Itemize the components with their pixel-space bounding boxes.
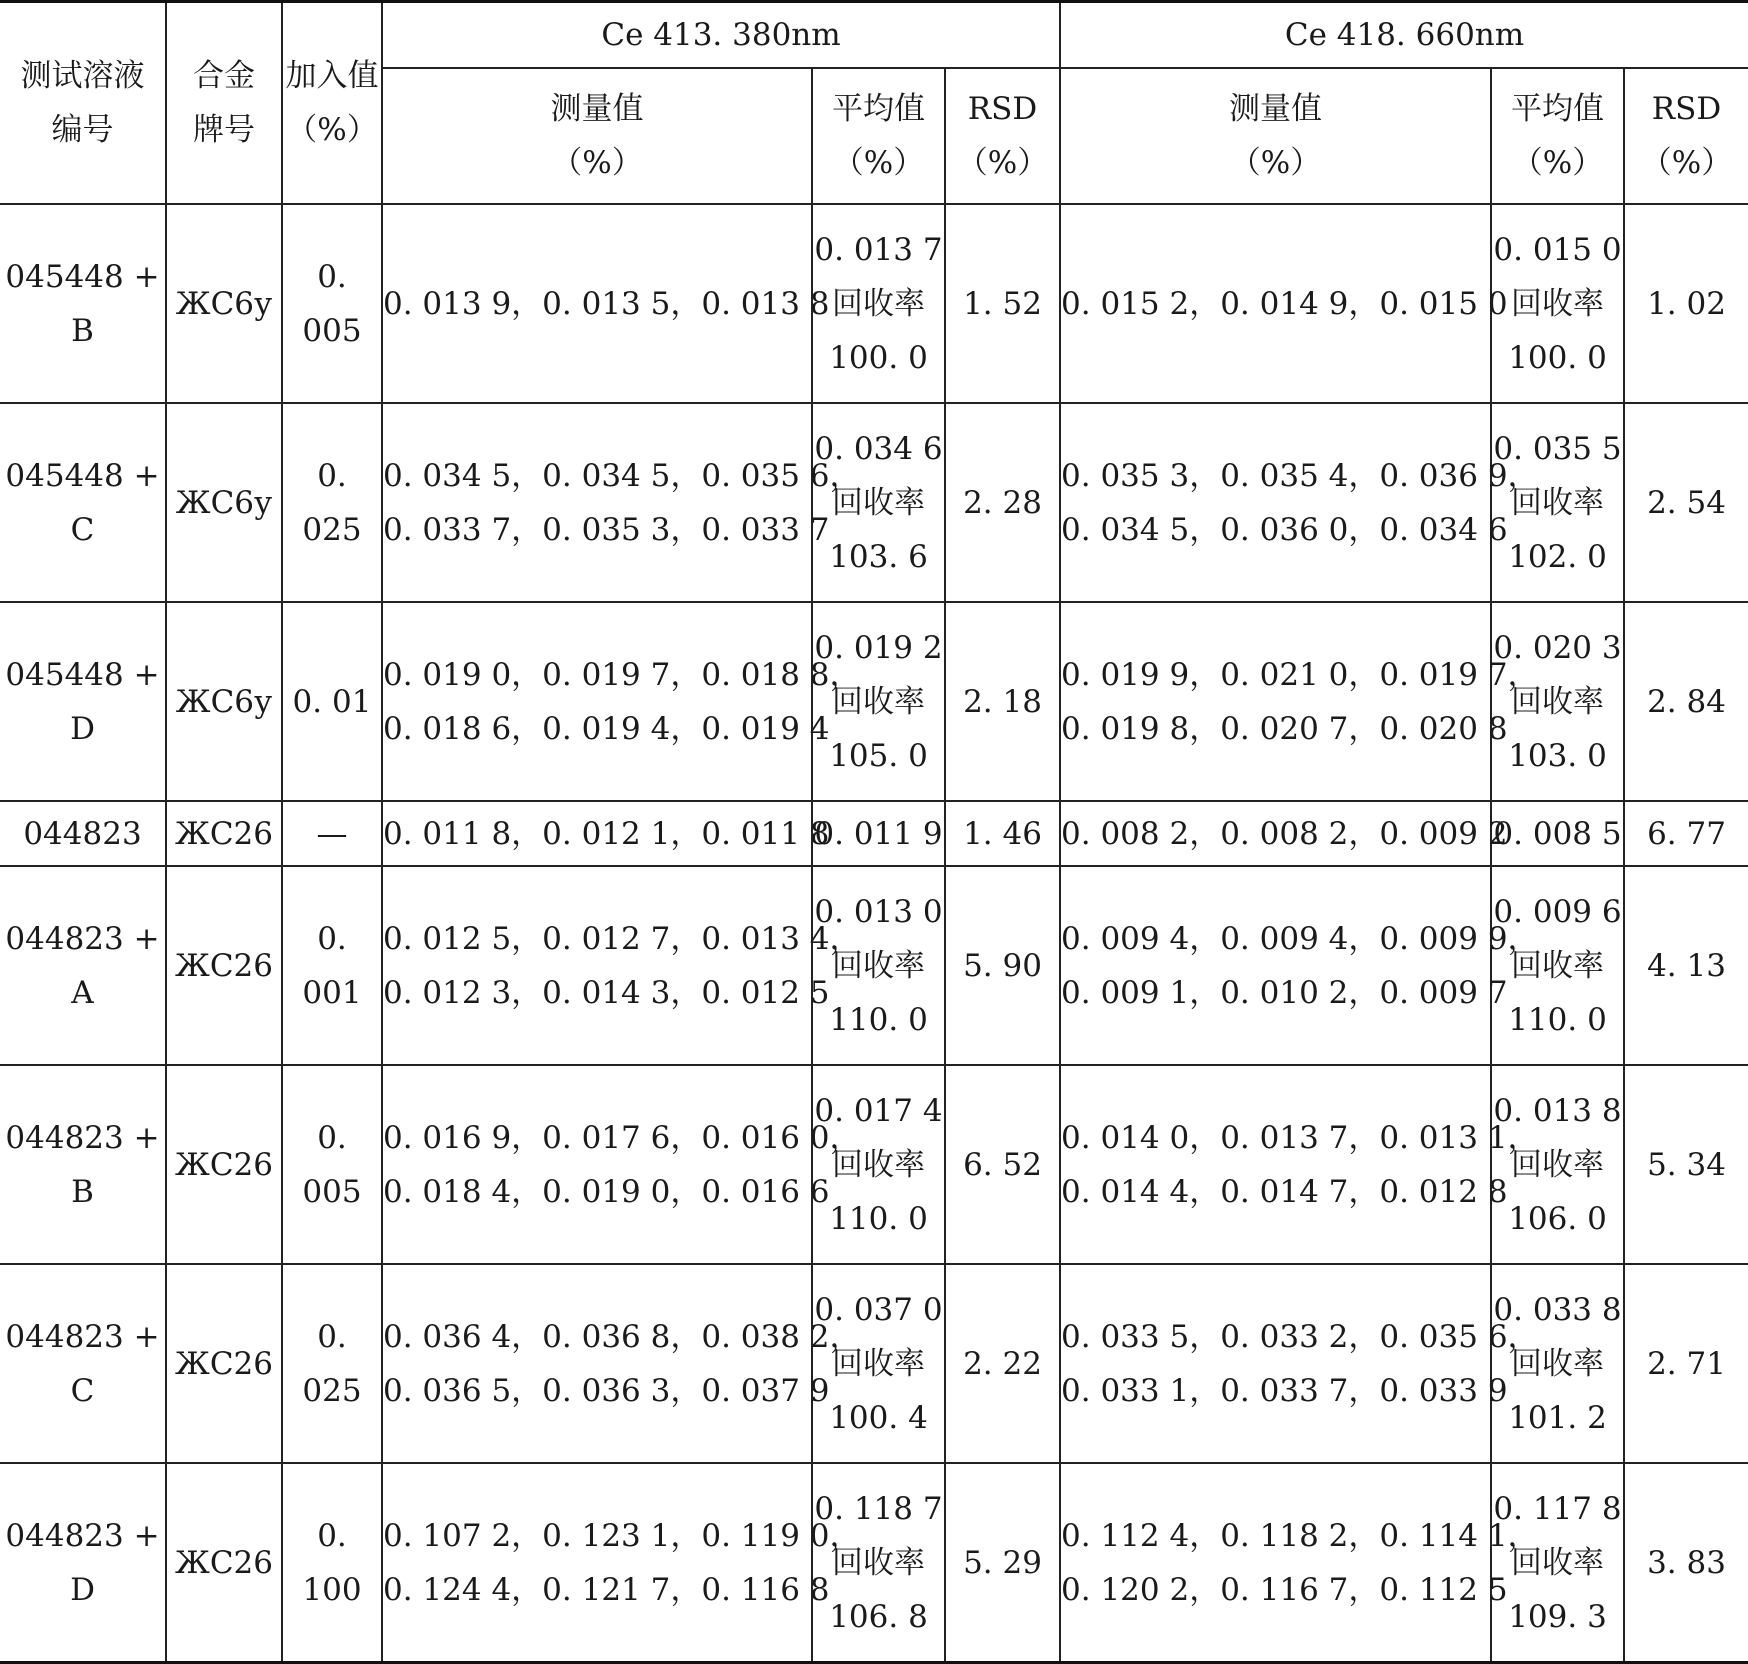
cell-added: 0. 01 — [282, 602, 382, 801]
header-text: 测量值 — [550, 91, 644, 127]
cell-line: 110. 0 — [829, 1200, 928, 1237]
cell-line: 0. 019 8，0. 020 7，0. 020 8 — [1061, 710, 1508, 747]
cell-line: 0. 013 8 — [1493, 1092, 1622, 1129]
header-line-2: Ce 418. 660nm — [1060, 2, 1748, 69]
cell-line: 102. 0 — [1508, 538, 1607, 575]
header-text: 平均值 — [832, 91, 925, 127]
table-row — [0, 801, 1748, 866]
cell-rsd-2: 3. 83 — [1624, 1463, 1748, 1663]
cell-solution-no: 045448 + C — [0, 403, 166, 602]
cell-line: 0. 017 4 — [814, 1092, 943, 1129]
cell-line: 回收率 — [1511, 683, 1605, 720]
cell-line: 回收率 — [1511, 947, 1605, 984]
cell-rsd-2: 2. 71 — [1624, 1264, 1748, 1463]
cell-rsd-1: 5. 29 — [945, 1463, 1060, 1663]
cell-line: 109. 3 — [1508, 1598, 1607, 1635]
cell-line: 0. 014 0，0. 013 7，0. 013 1， — [1061, 1119, 1539, 1156]
cell-line: 回收率 — [1511, 1544, 1605, 1581]
header-measured-2 — [1060, 68, 1491, 204]
cell-line: 0. 034 5，0. 036 0，0. 034 6 — [1061, 511, 1508, 548]
cell-line: 100. 0 — [1508, 339, 1607, 376]
cell-line: 106. 0 — [1508, 1200, 1607, 1237]
cell-measured-2 — [1060, 1264, 1539, 1463]
header-text: （%） — [956, 145, 1049, 181]
cell-line: 0. 008 5 — [1493, 815, 1622, 852]
cell-line: 0. 034 6 — [814, 430, 943, 467]
cell-line: 0. 009 1，0. 010 2，0. 009 7 — [1061, 974, 1508, 1011]
cell-mean-2 — [1491, 403, 1624, 602]
cell-mean-1 — [812, 1264, 945, 1463]
cell-measured-2 — [1060, 403, 1539, 602]
header-measured-1 — [382, 68, 812, 204]
cell-rsd-1: 2. 22 — [945, 1264, 1060, 1463]
cell-measured-2 — [1060, 1065, 1539, 1264]
cell-line: 0. 019 2 — [814, 629, 943, 666]
cell-alloy: ЖС26 — [166, 801, 282, 866]
cell-line: 0. 112 4，0. 118 2，0. 114 1， — [1061, 1517, 1539, 1554]
cell-line: 105. 0 — [829, 737, 928, 774]
cell-added: 0. 005 — [282, 1065, 382, 1264]
header-text: RSD — [1651, 91, 1722, 127]
cell-line: 0. 013 9，0. 013 5，0. 013 8 — [383, 285, 830, 322]
cell-line: 回收率 — [832, 285, 925, 322]
cell-added: 0. 100 — [282, 1463, 382, 1663]
cell-mean-1 — [812, 204, 945, 403]
header-text: （%） — [1229, 145, 1322, 181]
header-text: 合金 — [193, 58, 255, 94]
cell-line: 0. 012 3，0. 014 3，0. 012 5 — [383, 974, 830, 1011]
header-text: （%） — [551, 145, 643, 181]
cell-line: 0. 011 8，0. 012 1，0. 011 8 — [383, 815, 830, 852]
cell-alloy: ЖС26 — [166, 1065, 282, 1264]
cell-line: 0. 009 4，0. 009 4，0. 009 9， — [1061, 920, 1539, 957]
cell-added: 0. 025 — [282, 403, 382, 602]
header-row-1 — [0, 2, 1748, 69]
cell-mean-1 — [812, 801, 945, 866]
cell-mean-1 — [812, 1065, 945, 1264]
cell-line: 0. 117 8 — [1493, 1490, 1622, 1527]
cell-line: 0. 036 4，0. 036 8，0. 038 2， — [383, 1318, 861, 1355]
header-text: （%） — [1511, 145, 1604, 181]
cell-line: 0. 118 7 — [814, 1490, 943, 1527]
cell-line: 0. 019 0，0. 019 7，0. 018 8， — [383, 656, 861, 693]
cell-rsd-1: 5. 90 — [945, 866, 1060, 1065]
cell-line: 回收率 — [1511, 1345, 1605, 1382]
cell-line: 0. 018 4，0. 019 0，0. 016 6 — [383, 1173, 830, 1210]
cell-line: 0. 015 0 — [1493, 231, 1622, 268]
cell-line: 0. 013 7 — [814, 231, 943, 268]
cell-measured-2 — [1060, 1463, 1539, 1663]
cell-solution-no: 045448 + B — [0, 204, 166, 403]
cell-line: 回收率 — [832, 683, 925, 720]
cell-added: 0. 025 — [282, 1264, 382, 1463]
cell-rsd-1: 2. 28 — [945, 403, 1060, 602]
cell-mean-1 — [812, 602, 945, 801]
cell-line: 0. 034 5，0. 034 5，0. 035 6， — [383, 457, 861, 494]
cell-line: 0. 015 2，0. 014 9，0. 015 0 — [1061, 285, 1508, 322]
cell-line: 110. 0 — [1508, 1001, 1607, 1038]
cell-measured-2 — [1060, 866, 1539, 1065]
cell-mean-1 — [812, 866, 945, 1065]
cell-rsd-2: 1. 02 — [1624, 204, 1748, 403]
cell-line: 101. 2 — [1508, 1399, 1607, 1436]
header-text: RSD — [967, 91, 1038, 127]
cell-measured-2 — [1060, 602, 1539, 801]
cell-line: 回收率 — [832, 1544, 925, 1581]
cell-line: 回收率 — [832, 1345, 925, 1382]
cell-line: 110. 0 — [829, 1001, 928, 1038]
cell-line: 回收率 — [832, 1146, 925, 1183]
cell-line: 0. 016 9，0. 017 6，0. 016 0， — [383, 1119, 861, 1156]
cell-rsd-1: 1. 46 — [945, 801, 1060, 866]
header-rsd-2 — [1624, 68, 1748, 204]
cell-line: 0. 020 3 — [1493, 629, 1622, 666]
cell-solution-no: 045448 + D — [0, 602, 166, 801]
cell-solution-no: 044823 + B — [0, 1065, 166, 1264]
cell-line: 回收率 — [1511, 285, 1605, 322]
cell-mean-1 — [812, 1463, 945, 1663]
header-solution-no — [0, 2, 166, 205]
header-text: 测试溶液 — [20, 58, 145, 94]
table-row — [0, 403, 1748, 602]
cell-rsd-1: 1. 52 — [945, 204, 1060, 403]
cell-alloy: ЖС26 — [166, 1463, 282, 1663]
cell-line: 0. 124 4，0. 121 7，0. 116 8 — [383, 1571, 830, 1608]
cell-rsd-2: 6. 77 — [1624, 801, 1748, 866]
cell-mean-2 — [1491, 866, 1624, 1065]
cell-mean-1 — [812, 403, 945, 602]
cell-solution-no: 044823 — [0, 801, 166, 866]
cell-line: 0. 019 9，0. 021 0，0. 019 7， — [1061, 656, 1539, 693]
cell-measured-1 — [382, 866, 861, 1065]
cell-mean-2 — [1491, 602, 1624, 801]
cell-mean-2 — [1491, 1065, 1624, 1264]
cell-alloy: ЖС6у — [166, 204, 282, 403]
cell-line: 0. 013 0 — [814, 893, 943, 930]
header-line-1: Ce 413. 380nm — [382, 2, 1060, 69]
cell-line: 106. 8 — [829, 1598, 928, 1635]
cell-solution-no: 044823 + D — [0, 1463, 166, 1663]
cell-mean-2 — [1491, 1463, 1624, 1663]
table-row — [0, 1264, 1748, 1463]
cell-line: 0. 011 9 — [814, 815, 943, 852]
cell-measured-2 — [1060, 801, 1508, 866]
header-text: （%） — [286, 112, 378, 148]
table-row — [0, 1463, 1748, 1663]
cell-line: 0. 036 5，0. 036 3，0. 037 9 — [383, 1372, 830, 1409]
header-text: 测量值 — [1229, 91, 1323, 127]
cell-line: 0. 035 5 — [1493, 430, 1622, 467]
cell-alloy: ЖС26 — [166, 866, 282, 1065]
cell-measured-1 — [382, 1463, 861, 1663]
cell-line: 0. 033 1，0. 033 7，0. 033 9 — [1061, 1372, 1508, 1409]
cell-solution-no: 044823 + C — [0, 1264, 166, 1463]
cell-alloy: ЖС6у — [166, 602, 282, 801]
header-text: 平均值 — [1511, 91, 1605, 127]
cell-solution-no: 044823 + A — [0, 866, 166, 1065]
cell-line: 回收率 — [832, 484, 925, 521]
header-mean-1 — [812, 68, 945, 204]
header-text: （%） — [832, 145, 925, 181]
header-rsd-1 — [945, 68, 1060, 204]
cell-line: 回收率 — [1511, 1146, 1605, 1183]
header-text: 加入值 — [285, 58, 379, 94]
cell-measured-1 — [382, 204, 830, 403]
table-row — [0, 1065, 1748, 1264]
cell-added: 0. 001 — [282, 866, 382, 1065]
cell-rsd-1: 2. 18 — [945, 602, 1060, 801]
cell-line: 0. 033 8 — [1493, 1291, 1622, 1328]
cell-measured-1 — [382, 602, 861, 801]
cell-mean-2 — [1491, 801, 1624, 866]
cell-measured-1 — [382, 1065, 861, 1264]
cell-measured-1 — [382, 403, 861, 602]
cell-measured-1 — [382, 801, 830, 866]
cell-line: 0. 008 2，0. 008 2，0. 009 2 — [1061, 815, 1508, 852]
cell-line: 回收率 — [832, 947, 925, 984]
cell-line: 100. 0 — [829, 339, 928, 376]
cell-line: 103. 0 — [1508, 737, 1607, 774]
cell-measured-2 — [1060, 204, 1508, 403]
cell-line: 0. 033 5，0. 033 2，0. 035 6， — [1061, 1318, 1539, 1355]
header-text: （%） — [1640, 145, 1733, 181]
cell-added: 0. 005 — [282, 204, 382, 403]
cell-line: 0. 018 6，0. 019 4，0. 019 4 — [383, 710, 830, 747]
cell-line: 0. 033 7，0. 035 3，0. 033 7 — [383, 511, 830, 548]
cell-line: 0. 107 2，0. 123 1，0. 119 0， — [383, 1517, 861, 1554]
cell-added: — — [282, 801, 382, 866]
header-text: 编号 — [51, 112, 114, 148]
cell-rsd-1: 6. 52 — [945, 1065, 1060, 1264]
cell-alloy: ЖС6у — [166, 403, 282, 602]
cell-line: 0. 012 5，0. 012 7，0. 013 4， — [383, 920, 861, 957]
cell-rsd-2: 2. 84 — [1624, 602, 1748, 801]
cell-rsd-2: 4. 13 — [1624, 866, 1748, 1065]
cell-measured-1 — [382, 1264, 861, 1463]
table-row — [0, 602, 1748, 801]
cell-line: 0. 009 6 — [1493, 893, 1622, 930]
cell-mean-2 — [1491, 204, 1624, 403]
cell-alloy: ЖС26 — [166, 1264, 282, 1463]
cell-line: 0. 014 4，0. 014 7，0. 012 8 — [1061, 1173, 1508, 1210]
cell-line: 0. 120 2，0. 116 7，0. 112 5 — [1061, 1571, 1508, 1608]
cell-mean-2 — [1491, 1264, 1624, 1463]
table-row — [0, 204, 1748, 403]
table-row — [0, 866, 1748, 1065]
header-alloy — [166, 2, 282, 205]
cell-rsd-2: 5. 34 — [1624, 1065, 1748, 1264]
header-mean-2 — [1491, 68, 1624, 204]
header-added — [282, 2, 382, 205]
cell-line: 103. 6 — [829, 538, 928, 575]
cell-line: 0. 037 0 — [814, 1291, 943, 1328]
cell-rsd-2: 2. 54 — [1624, 403, 1748, 602]
cell-line: 0. 035 3，0. 035 4，0. 036 9， — [1061, 457, 1539, 494]
header-text: 牌号 — [193, 112, 255, 148]
cell-line: 100. 4 — [829, 1399, 928, 1436]
cell-line: 回收率 — [1511, 484, 1605, 521]
